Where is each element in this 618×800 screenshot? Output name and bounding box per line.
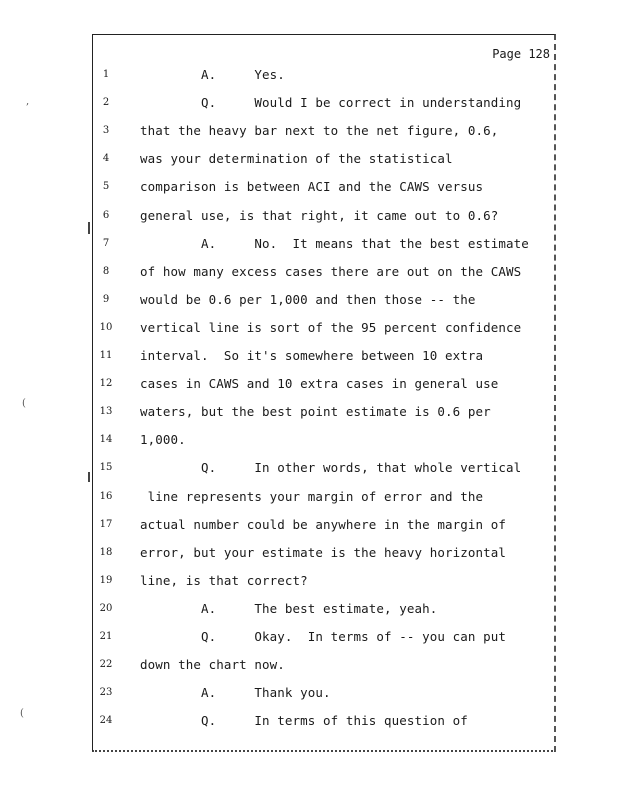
line-number: 16 [99,491,113,502]
margin-tick [88,222,90,234]
transcript-line: general use, is that right, it came out to 0.6? [140,208,499,223]
line-number: 15 [99,462,113,473]
line-number: 9 [102,294,110,305]
margin-tick [88,472,90,482]
transcript-line: line represents your margin of error and the [140,489,484,504]
line-number: 2 [102,97,110,108]
transcript-line: was your determination of the statistical [140,151,453,166]
transcript-line: that the heavy bar next to the net figure, 0.6, [140,123,499,138]
transcript-line: interval. So it's somewhere between 10 extra [140,348,484,363]
transcript-line: Q. Okay. In terms of -- you can put [140,629,507,644]
line-number: 19 [99,575,113,586]
margin-mark: ( [22,398,26,409]
transcript-line: A. Thank you. [140,685,331,700]
line-number: 24 [99,715,113,726]
transcript-line: A. No. It means that the best estimate [140,236,529,251]
line-number: 21 [99,631,113,642]
margin-mark: ( [20,708,24,719]
transcript-line: comparison is between ACI and the CAWS versus [140,179,484,194]
line-number: 20 [99,603,113,614]
line-number: 23 [99,687,113,698]
transcript-line: Q. Would I be correct in understanding [140,95,522,110]
transcript-line: A. Yes. [140,67,285,82]
transcript-line: down the chart now. [140,657,285,672]
line-number: 18 [99,547,113,558]
line-number: 4 [102,153,110,164]
transcript-line: would be 0.6 per 1,000 and then those -- the [140,292,476,307]
line-number: 17 [99,519,113,530]
line-number: 3 [102,125,110,136]
transcript-line: Q. In terms of this question of [140,713,468,728]
line-number: 5 [102,181,110,192]
line-number: 11 [99,350,113,361]
transcript-line: actual number could be anywhere in the margin of [140,517,507,532]
line-number: 13 [99,406,113,417]
transcript-line: line, is that correct? [140,573,308,588]
line-number: 14 [99,434,113,445]
transcript-page-frame [92,34,556,752]
page-number: Page 128 [492,47,550,61]
transcript-line: A. The best estimate, yeah. [140,601,438,616]
transcript-line: cases in CAWS and 10 extra cases in general use [140,376,499,391]
line-number: 10 [99,322,113,333]
line-number: 22 [99,659,113,670]
transcript-line: waters, but the best point estimate is 0.6 per [140,404,491,419]
line-number: 1 [102,69,110,80]
line-number: 8 [102,266,110,277]
transcript-line: 1,000. [140,432,186,447]
transcript-line: Q. In other words, that whole vertical [140,460,522,475]
line-number: 7 [102,238,110,249]
margin-mark: , [26,96,30,107]
transcript-line: of how many excess cases there are out on the CAWS [140,264,522,279]
line-number: 12 [99,378,113,389]
transcript-line: error, but your estimate is the heavy horizontal [140,545,507,560]
transcript-line: vertical line is sort of the 95 percent confidence [140,320,522,335]
line-number: 6 [102,210,110,221]
